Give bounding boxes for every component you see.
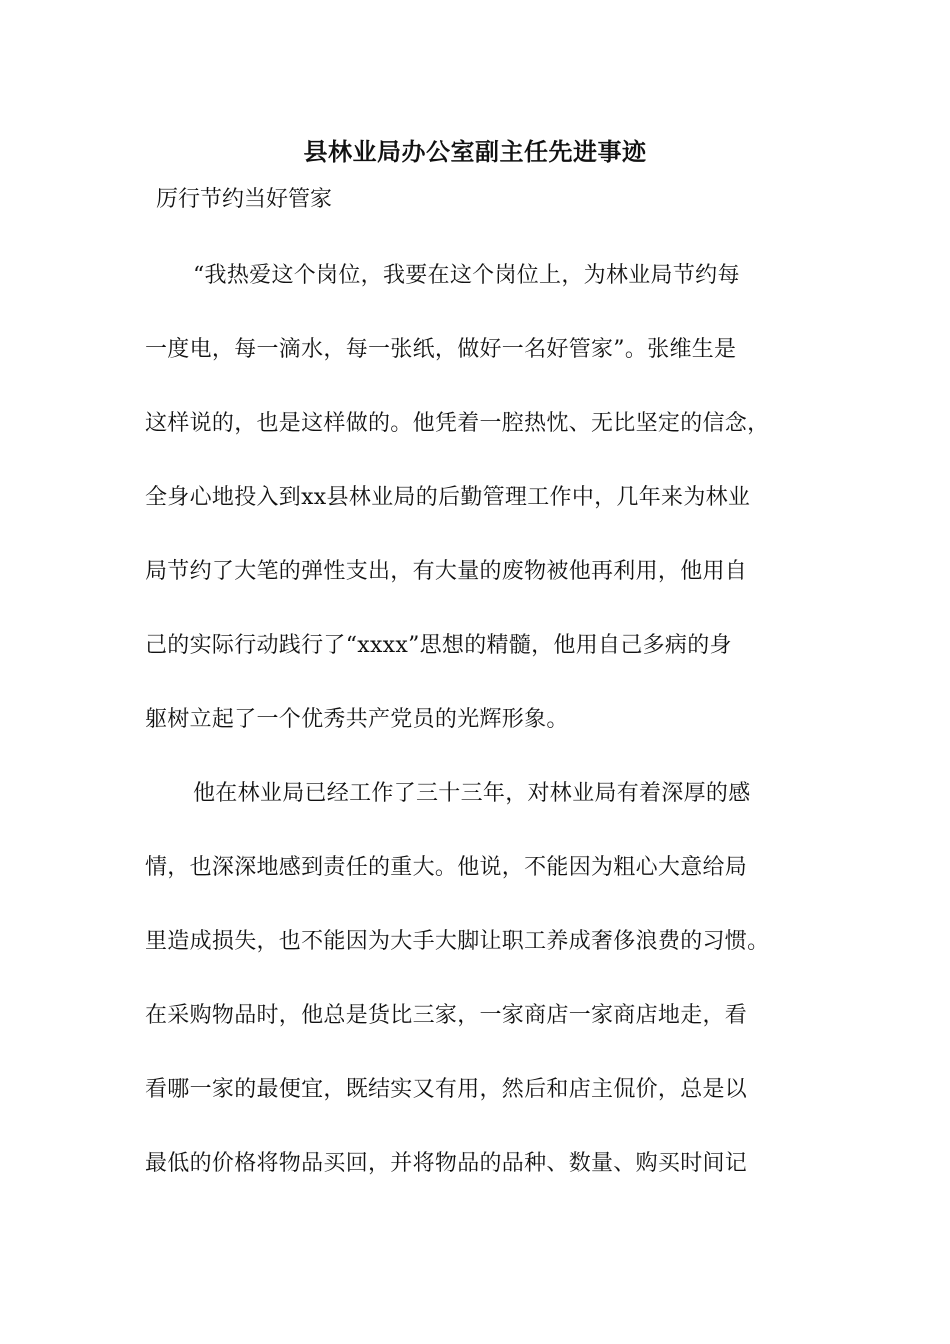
paragraph-line: 里造成损失，也不能因为大手大脚让职工养成奢侈浪费的习惯。 — [145, 929, 770, 954]
paragraph-line: 看哪一家的最便宜，既结实又有用，然后和店主侃价，总是以 — [145, 1077, 748, 1102]
paragraph-line: 局节约了大笔的弹性支出，有大量的废物被他再利用，他用自 — [145, 559, 748, 584]
paragraph-line: 在采购物品时，他总是货比三家，一家商店一家商店地走，看 — [145, 1003, 748, 1028]
paragraph-line: 情，也深深地感到责任的重大。他说，不能因为粗心大意给局 — [145, 855, 748, 880]
paragraph-line: 己的实际行动践行了“xxxx”思想的精髓，他用自己多病的身 — [145, 633, 732, 658]
paragraph-line: 躯树立起了一个优秀共产党员的光辉形象。 — [145, 707, 569, 732]
paragraph-line: 一度电，每一滴水，每一张纸，做好一名好管家”。张维生是 — [145, 337, 737, 362]
paragraph-line: 这样说的，也是这样做的。他凭着一腔热忱、无比坚定的信念， — [145, 411, 770, 436]
paragraph-line: 他在林业局已经工作了三十三年，对林业局有着深厚的感 — [193, 781, 751, 806]
document-body — [145, 256, 810, 1218]
document-subtitle: 厉行节约当好管家 — [156, 187, 333, 212]
document-title: 县林业局办公室副主任先进事迹 — [303, 137, 647, 166]
paragraph-line: “我热爱这个岗位，我要在这个岗位上，为林业局节约每 — [193, 263, 740, 288]
paragraph-line: 最低的价格将物品买回，并将物品的品种、数量、购买时间记 — [145, 1151, 748, 1176]
paragraph-line: 全身心地投入到xx县林业局的后勤管理工作中，几年来为林业 — [145, 485, 751, 510]
